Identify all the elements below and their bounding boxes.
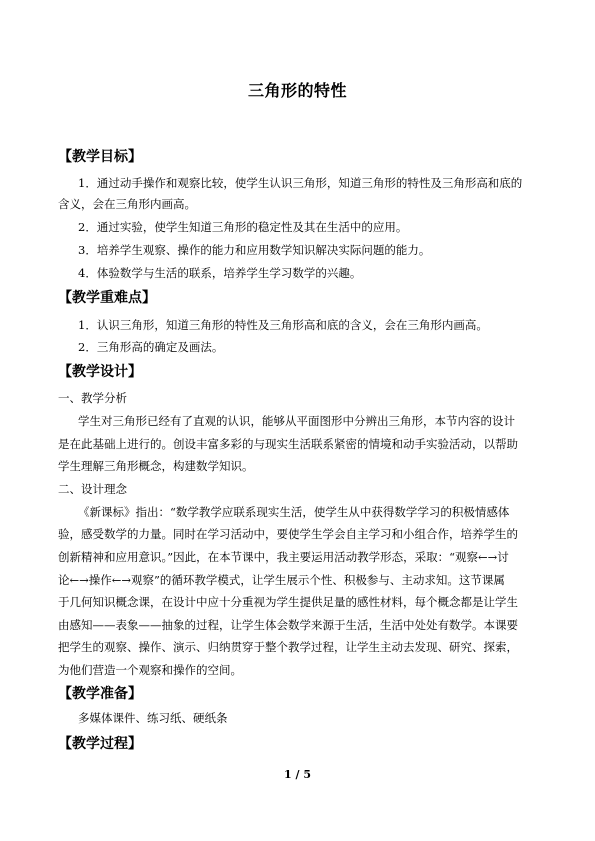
objectives-heading: 【教学目标】	[58, 149, 142, 165]
page-number: 1 / 5	[284, 768, 311, 781]
concept-line: 于几何知识概念课，在设计中应十分重视为学生提供足量的感性材料，每个概念都是让学生	[58, 595, 518, 609]
analysis-line: 是在此基础上进行的。创设丰富多彩的与现实生活联系紧密的情境和动手实验活动，以帮助	[58, 437, 518, 451]
concept-line: 由感知——表象——抽象的过程，让学生体会数学来源于生活，生活中处处有数学。本课要	[58, 618, 518, 632]
concept-line: 创新精神和应用意识。”因此，在本节课中，我主要运用活动教学形态，采取：“观察←→讨	[58, 550, 509, 564]
concept-title: 二、设计理念	[58, 482, 127, 496]
preparation-text: 多媒体课件、练习纸、硬纸条	[78, 711, 228, 725]
analysis-line: 学生对三角形已经有了直观的认识，能够从平面图形中分辨出三角形，本节内容的设计	[78, 414, 515, 428]
objective-item: 4．体验数学与生活的联系，培养学生学习数学的兴趣。	[78, 266, 362, 280]
key-point-item: 2．三角形高的确定及画法。	[78, 340, 224, 354]
key-points-heading: 【教学重难点】	[58, 290, 156, 306]
key-point-item: 1．认识三角形，知道三角形的特性及三角形高和底的含义，会在三角形内画高。	[78, 318, 488, 332]
objective-item: 3．培养学生观察、操作的能力和应用数学知识解决实际问题的能力。	[78, 243, 431, 257]
design-heading: 【教学设计】	[58, 364, 142, 380]
document-title: 三角形的特性	[247, 81, 347, 100]
analysis-line: 学生理解三角形概念，构建数学知识。	[58, 459, 254, 473]
concept-line: 把学生的观察、操作、演示、归纳贯穿于整个教学过程，让学生主动去发现、研究、探索，	[58, 640, 518, 654]
analysis-title: 一、教学分析	[58, 391, 127, 405]
preparation-heading: 【教学准备】	[58, 686, 142, 702]
concept-line: 验，感受数学的力量。同时在学习活动中，要使学生学会自主学习和小组合作，培养学生的	[58, 527, 518, 541]
objective-item: 含义，会在三角形内画高。	[58, 197, 196, 211]
concept-line: 为他们营造一个观察和操作的空间。	[58, 663, 242, 677]
concept-line: 论←→操作←→观察”的循环教学模式，让学生展示个性、积极参与、主动求知。这节课属	[58, 573, 505, 587]
objective-item: 2．通过实验，使学生知道三角形的稳定性及其在生活中的应用。	[78, 220, 408, 234]
concept-line: 《新课标》指出：“数学教学应联系现实生活，使学生从中获得数学学习的积极情感体	[78, 505, 510, 519]
process-heading: 【教学过程】	[58, 736, 142, 752]
objective-item: 1．通过动手操作和观察比较，使学生认识三角形，知道三角形的特性及三角形高和底的	[78, 176, 523, 190]
